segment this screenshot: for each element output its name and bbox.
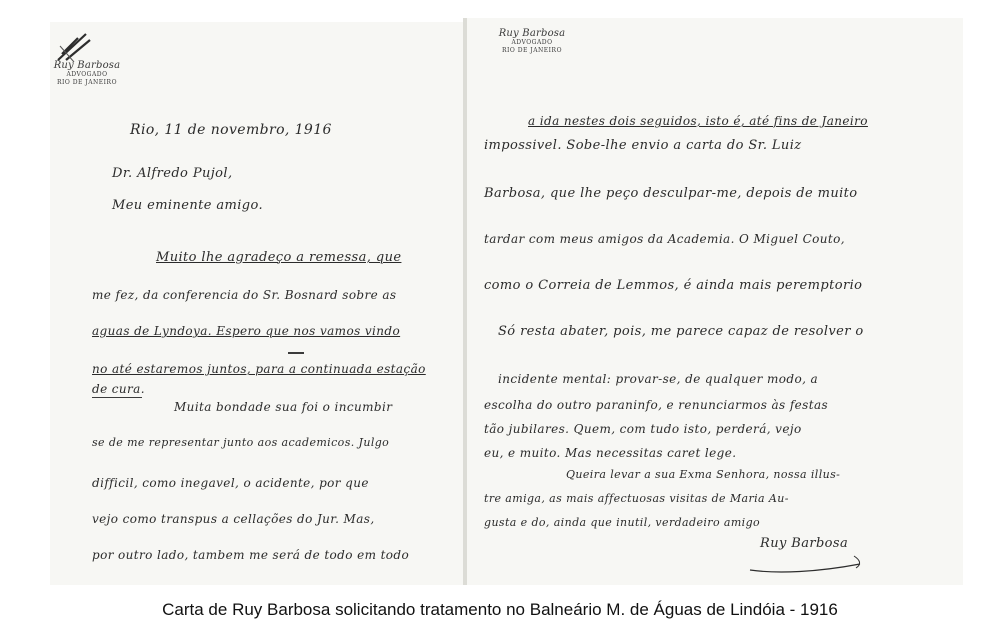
letter-line: escolha do outro paraninfo, e renunciarmos às festas <box>484 398 829 412</box>
letter-line: gusta e do, ainda que inutil, verdadeiro amigo <box>484 516 761 529</box>
signature-flourish <box>748 552 868 576</box>
letter-line: me fez, da conferencia do Sr. Bosnard sobre as <box>92 288 397 302</box>
underline-mark <box>92 397 142 398</box>
photo-caption: Carta de Ruy Barbosa solicitando tratamento no Balneário M. de Águas de Lindóia - 1916 <box>162 600 838 619</box>
letter-line: vejo como transpus a cellações do Jur. Mas, <box>92 512 375 526</box>
letterhead-city: RIO DE JANEIRO <box>502 47 562 54</box>
letter-line: impossivel. Sobe-lhe envio a carta do Sr. Luiz <box>484 138 802 153</box>
letter-line: no até estaremos juntos, para a continuada estação <box>92 362 426 376</box>
underline-mark <box>288 352 304 354</box>
letterhead-profession: ADVOGADO <box>511 39 553 46</box>
letterhead-right <box>482 28 582 55</box>
letter-line: Só resta abater, pois, me parece capaz de resolver o <box>498 324 864 339</box>
letter-greeting: Meu eminente amigo. <box>112 198 264 213</box>
letterhead-name: Ruy Barbosa <box>53 60 121 71</box>
letter-line: eu, e muito. Mas necessitas caret lege. <box>484 446 737 460</box>
letter-line: por outro lado, tambem me será de todo em todo <box>92 548 410 562</box>
letter-line: Barbosa, que lhe peço desculpar-me, depois de muito <box>484 186 858 201</box>
letter-line: Muita bondade sua foi o incumbir <box>174 400 393 414</box>
letter-line: aguas de Lyndoya. Espero que nos vamos vindo <box>92 324 401 338</box>
letterhead-left <box>50 60 124 87</box>
letter-line: a ida nestes dois seguidos, isto é, até fins de Janeiro <box>528 114 868 128</box>
letter-salutation: Dr. Alfredo Pujol, <box>112 166 233 181</box>
letter-line: incidente mental: provar-se, de qualquer modo, a <box>498 372 819 386</box>
letter-page-left <box>50 22 463 585</box>
signature: Ruy Barbosa <box>760 536 849 551</box>
letter-line: como o Correia de Lemmos, é ainda mais peremptorio <box>484 278 863 293</box>
letter-line: se de me representar junto aos academicos. Julgo <box>92 436 390 449</box>
letter-line: Muito lhe agradeço a remessa, que <box>156 250 402 265</box>
letter-line: Queira levar a sua Exma Senhora, nossa illus- <box>566 468 841 481</box>
letter-line: tardar com meus amigos da Academia. O Miguel Couto, <box>484 232 845 246</box>
letter-line: de cura. <box>92 382 145 396</box>
letterhead-city: RIO DE JANEIRO <box>57 79 117 86</box>
letterhead-profession: ADVOGADO <box>66 71 108 78</box>
letterhead-ink-mark <box>56 30 92 64</box>
letterhead-name: Ruy Barbosa <box>498 28 566 39</box>
letter-date: Rio, 11 de novembro, 1916 <box>130 122 332 138</box>
letter-line: difficil, como inegavel, o acidente, por que <box>92 476 369 490</box>
letter-line: tre amiga, as mais affectuosas visitas de Maria Au- <box>484 492 789 505</box>
letter-line: tão jubilares. Quem, com tudo isto, perderá, vejo <box>484 422 802 436</box>
